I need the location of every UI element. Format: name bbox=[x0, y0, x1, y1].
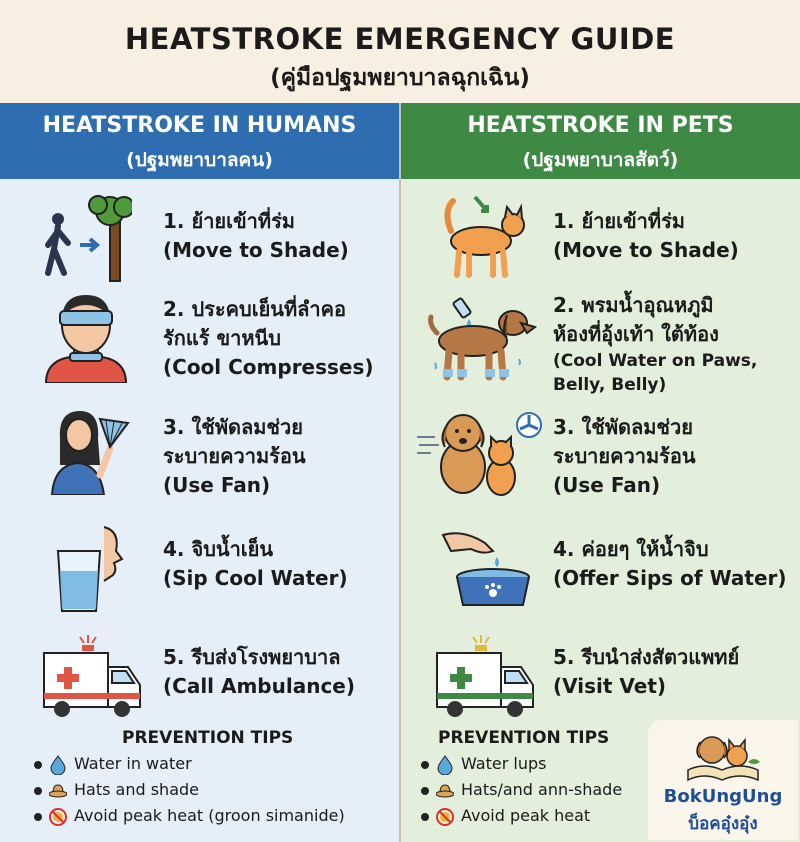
humans-step-3 bbox=[0, 401, 399, 511]
brand-name-thai: บ็อคอุ๋งอุ๋ง bbox=[688, 814, 758, 834]
humans-subtitle: (ปฐมพยาบาลคน) bbox=[126, 149, 273, 171]
humans-step-3-line3: (Use Fan) bbox=[163, 473, 271, 497]
humans-step-5-line2: (Call Ambulance) bbox=[163, 674, 356, 698]
pets-tip-2 bbox=[421, 778, 622, 802]
hat-icon bbox=[49, 781, 67, 801]
pets-step-1 bbox=[401, 191, 800, 291]
no-sun-icon bbox=[436, 807, 454, 827]
bullet-icon bbox=[421, 761, 429, 769]
humans-column bbox=[0, 103, 399, 842]
bullet-icon bbox=[34, 813, 42, 821]
dog-cat-fan-icon bbox=[415, 407, 545, 499]
pets-step-5-line2: (Visit Vet) bbox=[553, 674, 667, 698]
humans-step-2-line2: รักแร้ ขาหนีบ bbox=[163, 326, 281, 350]
pets-step-3-line3: (Use Fan) bbox=[553, 473, 661, 497]
humans-step-4-line1: 4. จิบน้ำเย็น bbox=[163, 537, 274, 561]
water-drop-icon bbox=[436, 755, 454, 775]
humans-tip-3 bbox=[34, 804, 345, 828]
page-subtitle: (คู่มือปฐมพยาบาลฉุกเฉิน) bbox=[270, 65, 530, 91]
pets-step-1-line1: 1. ย้ายเข้าที่ร่ม bbox=[553, 209, 685, 233]
pets-step-1-line2: (Move to Shade) bbox=[553, 238, 739, 262]
pets-prevention-title: PREVENTION TIPS bbox=[438, 728, 610, 748]
pets-step-5-line1: 5. รีบนำส่งสัตวแพทย์ bbox=[553, 645, 740, 669]
humans-step-1-line2: (Move to Shade) bbox=[163, 238, 349, 262]
humans-tip-2 bbox=[34, 778, 199, 802]
dog-water-spray-icon bbox=[423, 293, 538, 385]
pets-step-3 bbox=[401, 401, 800, 511]
pets-subtitle: (ปฐมพยาบาลสัตว์) bbox=[522, 149, 679, 171]
pets-step-4-line2: (Offer Sips of Water) bbox=[553, 566, 787, 590]
humans-tip-1-text: Water in water bbox=[74, 754, 192, 773]
pets-step-3-line2: ระบายความร้อน bbox=[553, 444, 696, 468]
woman-with-fan-icon bbox=[40, 403, 132, 495]
cat-walking-icon bbox=[423, 191, 538, 283]
pets-tip-3 bbox=[421, 804, 590, 828]
dog-cat-book-logo-icon bbox=[682, 726, 764, 784]
humans-tip-2-text: Hats and shade bbox=[74, 780, 199, 799]
pets-tip-3-text: Avoid peak heat bbox=[461, 806, 591, 825]
hat-icon bbox=[436, 781, 454, 801]
humans-step-1-line1: 1. ย้ายเข้าที่ร่ม bbox=[163, 209, 295, 233]
pets-step-4 bbox=[401, 517, 800, 617]
no-sun-icon bbox=[49, 807, 67, 827]
water-drop-icon bbox=[49, 755, 67, 775]
pets-title: HEATSTROKE IN PETS bbox=[467, 113, 734, 138]
pets-step-2-line3: (Cool Water on Paws, bbox=[553, 351, 758, 371]
humans-tip-3-text: Avoid peak heat (groon simanide) bbox=[74, 806, 345, 825]
pets-tip-1-text: Water lups bbox=[461, 754, 547, 773]
page-title: HEATSTROKE EMERGENCY GUIDE bbox=[124, 22, 676, 56]
head-cold-compress-icon bbox=[40, 291, 132, 383]
bullet-icon bbox=[421, 787, 429, 795]
pets-step-5 bbox=[401, 625, 800, 725]
bullet-icon bbox=[34, 761, 42, 769]
humans-step-2 bbox=[0, 283, 399, 393]
pet-water-bowl-icon bbox=[423, 521, 538, 613]
page-header bbox=[0, 0, 800, 103]
humans-step-3-line2: ระบายความร้อน bbox=[163, 444, 306, 468]
pets-tip-1 bbox=[421, 752, 546, 776]
humans-step-2-line3: (Cool Compresses) bbox=[163, 355, 374, 379]
humans-header-band bbox=[0, 103, 399, 179]
pets-step-2-line4: Belly, Belly) bbox=[553, 375, 667, 395]
humans-step-4-line2: (Sip Cool Water) bbox=[163, 566, 348, 590]
vet-van-icon bbox=[431, 629, 541, 721]
humans-step-5-line1: 5. รีบส่งโรงพยาบาล bbox=[163, 645, 341, 669]
pets-step-4-line1: 4. ค่อยๆ ให้น้ำจิบ bbox=[553, 537, 709, 561]
pets-step-2-line2: ห้องที่อุ้งเท้า ใต้ท้อง bbox=[553, 322, 719, 346]
brand-name: BokUngUng bbox=[663, 786, 783, 807]
pets-step-2 bbox=[401, 283, 800, 403]
brand-logo bbox=[648, 720, 798, 840]
humans-tip-1 bbox=[34, 752, 192, 776]
humans-title: HEATSTROKE IN HUMANS bbox=[42, 113, 357, 138]
person-walking-to-tree-icon bbox=[40, 195, 132, 287]
bullet-icon bbox=[421, 813, 429, 821]
humans-step-1 bbox=[0, 191, 399, 291]
glass-of-water-icon bbox=[40, 521, 132, 613]
pets-step-3-line1: 3. ใช้พัดลมช่วย bbox=[553, 415, 693, 439]
pets-tip-2-text: Hats/and ann-shade bbox=[461, 780, 623, 799]
humans-prevention-title: PREVENTION TIPS bbox=[122, 728, 294, 748]
humans-step-5 bbox=[0, 625, 399, 725]
humans-step-3-line1: 3. ใช้พัดลมช่วย bbox=[163, 415, 303, 439]
bullet-icon bbox=[34, 787, 42, 795]
pets-step-2-line1: 2. พรมน้ำอุณหภูมิ bbox=[553, 293, 714, 317]
ambulance-icon bbox=[38, 629, 148, 721]
humans-step-2-line1: 2. ประคบเย็นที่ลำคอ bbox=[163, 297, 347, 321]
pets-header-band bbox=[401, 103, 800, 179]
humans-step-4 bbox=[0, 517, 399, 617]
